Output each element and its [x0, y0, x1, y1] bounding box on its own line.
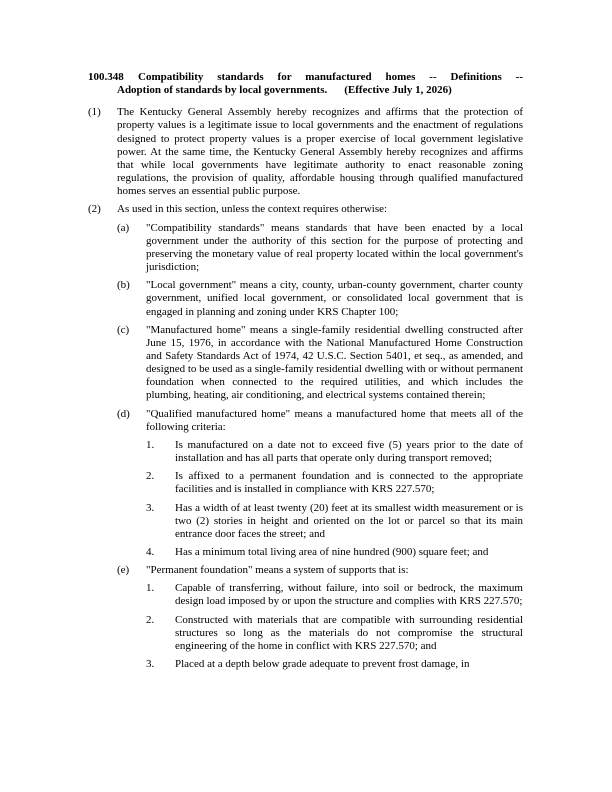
definition-d-label: (d)	[117, 407, 130, 420]
paragraph-2-text: As used in this section, unless the context requires otherwise:	[117, 203, 388, 216]
definition-e	[117, 564, 523, 577]
section-heading-line2	[88, 84, 523, 97]
section-heading	[88, 71, 523, 97]
definition-b	[117, 279, 523, 318]
criterion-d-2-label: 2.	[146, 470, 155, 483]
definition-d-text: "Qualified manufactured home" means a manufactured home that meets all of the following criteria:	[146, 407, 523, 433]
paragraph-1	[88, 106, 523, 198]
paragraph-1-text: The Kentucky General Assembly hereby recognizes and affirms that the protection of property values is a legitimate issue to local governments and the enactment of regulations designed to protect property values is a proper exercise of local government legislative power. At the same time, the Kentucky General Assembly hereby recognizes and affirms that while local governments have legitimate authority to enact reasonable zoning regulations, the provision of quality, affordable housing through qualified manufactured homes serves an essential public purpose.	[117, 106, 523, 198]
effective-date: (Effective July 1, 2026)	[344, 84, 452, 97]
criterion-d-1-text: Is manufactured on a date not to exceed five (5) years prior to the date of installation and has all parts that operate only during transport removed;	[175, 438, 523, 465]
definition-a-label: (a)	[117, 221, 130, 234]
criterion-e-3-text: Placed at a depth below grade adequate to prevent frost damage, in	[175, 658, 470, 671]
definition-d	[117, 408, 523, 434]
criterion-e-3-label: 3.	[146, 658, 155, 671]
paragraph-2	[88, 203, 523, 216]
paragraph-1-label: (1)	[88, 106, 101, 119]
criterion-d-4-text: Has a minimum total living area of nine hundred (900) square feet; and	[175, 546, 489, 558]
paragraph-2-label: (2)	[88, 203, 101, 216]
section-heading-line1	[88, 71, 523, 84]
criterion-e-2	[146, 614, 523, 653]
section-title-line1: Compatibility standards for manufactured homes -- Definitions --	[138, 71, 523, 83]
criterion-d-3	[146, 502, 523, 541]
definition-b-text: "Local government" means a city, county, urban-county government, charter county government, unified local government, or consolidated local government that is engaged in planning and zoning under KRS Chapter 100;	[146, 279, 523, 318]
definition-c-text: "Manufactured home" means a single-family residential dwelling constructed after June 15, 1976, in accordance with the National Manufactured Home Construction and Safety Standards Act of 1974, 42 U.S.C. Section 5401, et seq., as amended, and designed to be used as a single-family residential dwelling with or without permanent foundation when connected to the required utilities, and which includes the plumbing, heating, air conditioning, and electrical systems contained therein;	[146, 323, 523, 402]
criterion-e-3	[146, 658, 523, 671]
definition-b-label: (b)	[117, 279, 130, 292]
definition-c-label: (c)	[117, 323, 130, 336]
criterion-d-3-label: 3.	[146, 501, 155, 514]
criterion-d-4-label: 4.	[146, 546, 155, 558]
criterion-d-1-label: 1.	[146, 438, 155, 451]
definition-a-text: "Compatibility standards" means standards that have been enacted by a local government under the authority of this section for the purpose of protecting and preserving the monetary value of real property located within the local government's jurisdiction;	[146, 221, 523, 274]
criterion-e-2-label: 2.	[146, 613, 155, 626]
definition-e-label: (e)	[117, 564, 130, 577]
section-number: 100.348	[88, 71, 124, 83]
definition-c	[117, 324, 523, 403]
definition-e-text: "Permanent foundation" means a system of supports that is:	[146, 564, 409, 577]
criterion-d-2	[146, 470, 523, 496]
criterion-d-1	[146, 439, 523, 465]
criterion-e-1-text: Capable of transferring, without failure, into soil or bedrock, the maximum design load imposed by or upon the structure and complies with KRS 227.570;	[175, 582, 523, 608]
section-title-line2: Adoption of standards by local governments.	[117, 84, 328, 97]
criterion-d-4	[146, 546, 523, 559]
criterion-d-2-text: Is affixed to a permanent foundation and is connected to the appropriate facilities and is installed in compliance with KRS 227.570;	[175, 470, 523, 496]
criterion-e-1-label: 1.	[146, 582, 155, 595]
criterion-e-1	[146, 582, 523, 608]
criterion-e-2-text: Constructed with materials that are compatible with surrounding residential structures so long as the materials do not compromise the structural engineering of the home in conflict with KRS 227.570; and	[175, 613, 523, 652]
criterion-d-3-text: Has a width of at least twenty (20) feet at its smallest width measurement or is two (2) stories in height and oriented on the lot or parcel so that its main entrance door faces the street; and	[175, 501, 523, 540]
definition-a	[117, 222, 523, 275]
